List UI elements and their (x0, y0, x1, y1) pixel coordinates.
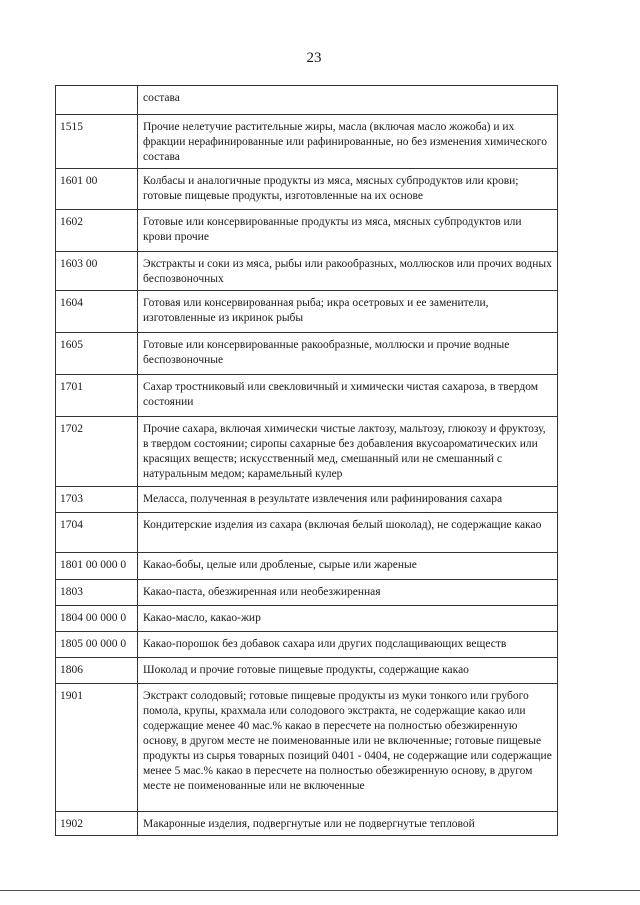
table-body (56, 86, 558, 836)
description-cell: Готовые или консервированные продукты из мяса, мясных субпродуктов или крови прочие (138, 210, 558, 252)
table-row (56, 417, 558, 487)
description-cell: Экстракты и соки из мяса, рыбы или ракообразных, моллюсков или прочих водных беспозвоночных (138, 252, 558, 291)
table-row (56, 658, 558, 684)
code-cell: 1805 00 000 0 (56, 632, 138, 658)
table-row (56, 115, 558, 169)
code-cell: 1902 (56, 812, 138, 836)
description-cell: Шоколад и прочие готовые пищевые продукты, содержащие какао (138, 658, 558, 684)
table-row (56, 375, 558, 417)
code-cell: 1704 (56, 513, 138, 553)
description-cell: Какао-порошок без добавок сахара или других подслащивающих веществ (138, 632, 558, 658)
table-row (56, 333, 558, 375)
table-row (56, 684, 558, 812)
code-cell: 1703 (56, 487, 138, 513)
description-cell: Сахар тростниковый или свекловичный и химически чистая сахароза, в твердом состоянии (138, 375, 558, 417)
code-cell: 1605 (56, 333, 138, 375)
description-cell: Готовая или консервированная рыба; икра осетровых и ее заменители, изготовленные из икринок рыбы (138, 291, 558, 333)
code-cell: 1701 (56, 375, 138, 417)
code-cell: 1801 00 000 0 (56, 553, 138, 580)
table-row (56, 291, 558, 333)
description-cell: Прочие сахара, включая химически чистые лактозу, мальтозу, глюкозу и фруктозу, в твердом состоянии; сиропы сахарные без добавления вкусоароматических или красящих веществ; искусственный мед, смешанный или не смешанный с натуральным медом; карамельный кулер (138, 417, 558, 487)
table-row (56, 632, 558, 658)
page-bottom-divider (0, 890, 640, 891)
table-row (56, 553, 558, 580)
code-cell: 1515 (56, 115, 138, 169)
description-cell: Какао-паста, обезжиренная или необезжиренная (138, 580, 558, 606)
table-row (56, 812, 558, 836)
table-row (56, 580, 558, 606)
table-row (56, 606, 558, 632)
description-cell: Колбасы и аналогичные продукты из мяса, мясных субпродуктов или крови; готовые пищевые продукты, изготовленные на их основе (138, 169, 558, 210)
description-cell: Меласса, полученная в результате извлечения или рафинирования сахара (138, 487, 558, 513)
code-cell: 1601 00 (56, 169, 138, 210)
description-cell: Макаронные изделия, подвергнутые или не подвергнутые тепловой (138, 812, 558, 836)
table-row (56, 487, 558, 513)
description-cell: Прочие нелетучие растительные жиры, масла (включая масло жожоба) и их фракции нерафинированные или рафинированные, но без изменения химического состава (138, 115, 558, 169)
table-row (56, 169, 558, 210)
tariff-code-table (55, 85, 558, 836)
description-cell: Какао-масло, какао-жир (138, 606, 558, 632)
table-row (56, 252, 558, 291)
code-cell: 1804 00 000 0 (56, 606, 138, 632)
table-row (56, 210, 558, 252)
description-cell: Какао-бобы, целые или дробленые, сырые или жареные (138, 553, 558, 580)
table-row (56, 86, 558, 115)
code-cell: 1901 (56, 684, 138, 812)
code-cell: 1602 (56, 210, 138, 252)
code-cell: 1604 (56, 291, 138, 333)
description-cell: Экстракт солодовый; готовые пищевые продукты из муки тонкого или грубого помола, крупы, крахмала или солодового экстракта, не содержащие какао или содержащие менее 40 мас.% какао в пересчете на полностью обезжиренную основу, в другом месте не поименованные или не включенные; готовые пищевые продукты из сырья товарных позиций 0401 - 0404, не содержащие или содержащие менее 5 мас.% какао в пересчете на полностью обезжиренную основу, в другом месте не поименованные или не включенные (138, 684, 558, 812)
page-number: 23 (306, 50, 322, 66)
description-cell: состава (138, 86, 558, 115)
code-cell: 1603 00 (56, 252, 138, 291)
description-cell: Готовые или консервированные ракообразные, моллюски и прочие водные беспозвоночные (138, 333, 558, 375)
code-cell: 1803 (56, 580, 138, 606)
description-cell: Кондитерские изделия из сахара (включая белый шоколад), не содержащие какао (138, 513, 558, 553)
code-cell: 1702 (56, 417, 138, 487)
table-row (56, 513, 558, 553)
code-cell: 1806 (56, 658, 138, 684)
code-cell (56, 86, 138, 115)
